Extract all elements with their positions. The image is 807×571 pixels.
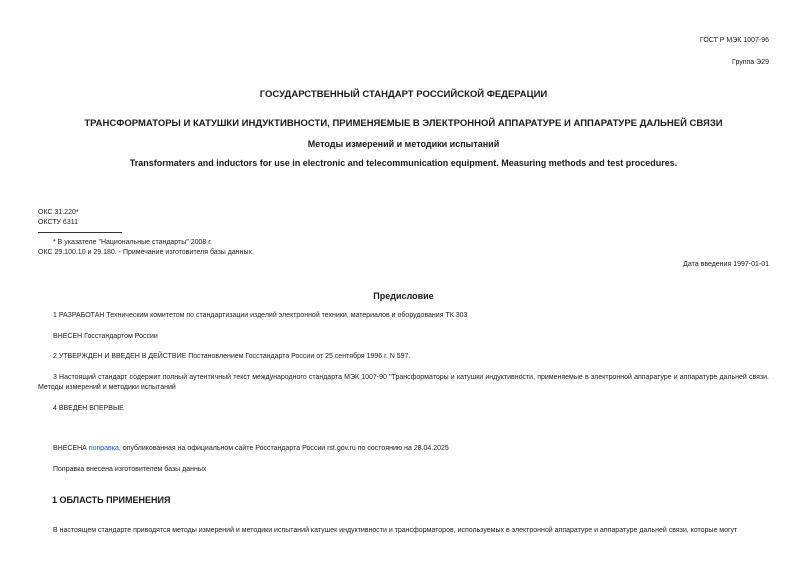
foreword-p2: ВНЕСЕН Госстандартом России [53, 333, 158, 340]
section-1-heading: 1 ОБЛАСТЬ ПРИМЕНЕНИЯ [52, 495, 171, 505]
foreword-p5: 4 ВВЕДЕН ВПЕРВЫЕ [53, 405, 124, 412]
doc-code: ГОСТ Р МЭК 1007-96 [699, 37, 769, 44]
doc-group: Группа Э29 [732, 59, 769, 66]
amendment-post: , опубликованная на официальном сайте Росстандарта России rst.gov.ru по состоянию на 28.04.2025 [118, 445, 449, 452]
doc-title: ТРАНСФОРМАТОРЫ И КАТУШКИ ИНДУКТИВНОСТИ, ПРИМЕНЯЕМЫЕ В ЭЛЕКТРОННОЙ АППАРАТУРЕ И АППАРАТУРЕ ДАЛЬНЕЙ СВЯЗИ [84, 118, 723, 129]
oks-code: ОКС 31.220* [38, 209, 79, 216]
doc-subtitle: Методы измерений и методики испытаний [307, 139, 500, 149]
footnote-1: * В указателе "Национальные стандарты" 2008 г. [53, 239, 212, 246]
amendment-pre: ВНЕСЕНА [53, 445, 89, 452]
foreword-p3: 2 УТВЕРЖДЕН И ВВЕДЕН В ДЕЙСТВИЕ Постановлением Госстандарта России от 25 сентября 1996 г. N 597. [53, 353, 411, 360]
doc-title-en: Transformaters and inductors for use in electronic and telecommunication equipment. Measuring methods and test procedures. [129, 158, 678, 168]
intro-date: Дата введения 1997-01-01 [683, 261, 769, 268]
section-1-text: В настоящем стандарте приводятся методы измерений и методики испытаний катушек индуктивности и трансформаторов, используемых в электронной аппаратуре и аппаратуре дальней связи, которые могут [53, 527, 738, 534]
foreword-p4: 3 Настоящий стандарт содержит полный аутентичный текст международного стандарта МЭК 1007-90 "Трансформаторы и катушки индуктивности, применяемые в электронной аппаратуре и аппаратуре дальней связи. Методы измерений и методики испытаний [38, 374, 769, 391]
footnote-2: ОКС 29.100.10 и 29.180. - Примечание изготовителя базы данных. [38, 249, 254, 256]
oksty-code: ОКСТУ 6311 [38, 219, 78, 226]
amendment-note: Поправка внесена изготовителем базы данных [53, 466, 207, 473]
state-title: ГОСУДАРСТВЕННЫЙ СТАНДАРТ РОССИЙСКОЙ ФЕДЕРАЦИИ [259, 89, 548, 100]
amendment-link[interactable]: поправка [88, 445, 119, 452]
amendment-notice [38, 444, 769, 454]
footnote-divider [38, 232, 122, 233]
foreword-heading: Предисловие [373, 291, 434, 301]
foreword-p1: 1 РАЗРАБОТАН Техническим комитетом по стандартизации изделий электронной техники, материалов и оборудования ТК 303 [53, 312, 468, 319]
